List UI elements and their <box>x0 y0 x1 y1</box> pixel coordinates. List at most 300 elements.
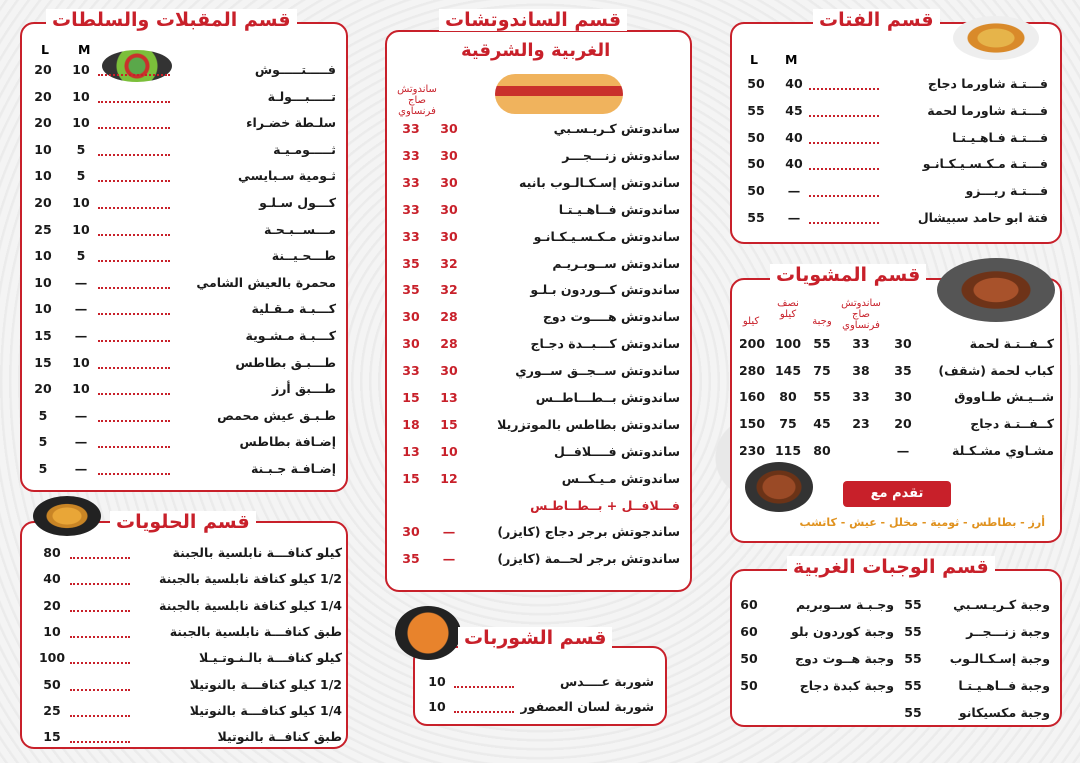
sides-row <box>30 355 336 375</box>
meal-row <box>736 597 894 617</box>
price-half: 75 <box>779 416 797 432</box>
sides-row-name: فـــــتـــــوش <box>254 62 336 77</box>
sides-row <box>30 275 336 295</box>
fatta-row <box>743 103 1048 123</box>
price-sandwich-saj: 38 <box>852 362 870 378</box>
meals-title: قسم الوجبات الغربية <box>787 556 995 578</box>
price-l: 50 <box>747 183 765 199</box>
meal-row <box>900 705 1050 725</box>
dessert-row <box>36 624 342 644</box>
meal-row <box>900 624 1050 644</box>
dessert-row-name: كيلو كنافـــة بالـنـوتـيـلا <box>198 650 342 666</box>
grill-row-name: كباب لحمة (شقف) <box>938 362 1054 378</box>
meal-row <box>736 624 894 644</box>
price: 10 <box>43 623 61 639</box>
price-l: 50 <box>747 76 765 91</box>
price-m: 10 <box>72 88 90 104</box>
grill-sides-text: أرز - بطاطس - ثومية - مخلل - عيش - كاتشب <box>799 516 1045 529</box>
leader-dots <box>98 340 170 342</box>
fatta-row <box>743 210 1048 230</box>
price-l: 55 <box>747 102 765 118</box>
fatta-row-name: فـــتـة مـكـسـيـكـانـو <box>922 156 1048 172</box>
price-sandwich: 35 <box>894 362 912 378</box>
price-saj: 30 <box>440 201 458 217</box>
desserts-title: قسم الحلويات <box>110 511 256 533</box>
sides-row <box>30 142 336 162</box>
meal-row <box>900 678 1050 698</box>
fatta-row <box>743 156 1048 176</box>
fatta-row-name: فـــتـة شاورما لحمة <box>927 102 1048 118</box>
price-saj: — <box>442 524 456 539</box>
sandwich-row-name: ساندوتش إسـكـالـوب بانيه <box>519 174 680 190</box>
soup-row <box>424 674 654 694</box>
sides-row-name: تـــــبـــولـة <box>267 88 336 104</box>
price: 55 <box>904 651 922 666</box>
sides-row-name: سلـطة خضـراء <box>246 115 336 131</box>
sandwich-row-name: ساندوتش مـيـكــس <box>561 470 680 486</box>
grill-image <box>937 258 1055 322</box>
price: 55 <box>904 597 922 612</box>
dessert-row <box>36 545 342 565</box>
fatta-title: قسم الفتات <box>813 9 940 31</box>
price-l: 20 <box>34 381 52 397</box>
soups-title: قسم الشوربات <box>458 627 612 649</box>
price-l: 10 <box>34 301 52 317</box>
meal-row-name: وجبة كوردون بلو <box>791 624 894 639</box>
leader-dots <box>98 260 170 262</box>
leader-dots <box>98 180 170 182</box>
price-sandwich: 33 <box>402 201 420 217</box>
dessert-row-name: طبق كنافـــة نابلسية بالجبنة <box>169 623 342 639</box>
grill-row <box>736 416 1054 436</box>
fatta-row-name: فـــتـة شاورما دجاج <box>927 76 1048 91</box>
fatta-row-name: فتة ابو حامد سبيشال <box>917 210 1048 225</box>
sides-row-name: إضـافة بطاطس <box>239 434 336 450</box>
leader-dots <box>809 222 879 224</box>
price: 55 <box>904 624 922 639</box>
sandwich-row-name: ساندوتش فــــلافــل <box>553 443 680 459</box>
dessert-row-name: 1/4 كيلو كنافة نابلسية بالجبنة <box>159 597 342 613</box>
grill-row <box>736 363 1054 383</box>
price-saj: 15 <box>440 416 458 432</box>
kunafa-image <box>33 496 101 536</box>
burger-row <box>398 551 680 571</box>
dessert-row-name: كيلو كنافـــة نابلسية بالجبنة <box>172 545 342 560</box>
price-sandwich: 33 <box>402 121 420 136</box>
soup-row <box>424 699 654 719</box>
leader-dots <box>98 127 170 129</box>
price-sandwich-saj: 33 <box>852 389 870 405</box>
price-l: 25 <box>34 221 52 237</box>
meal-row-name: وجبة إسـكـالـوب <box>949 651 1050 666</box>
grill-hdr-meal: وجبة <box>812 316 832 327</box>
price-m: 40 <box>785 76 803 91</box>
price-sandwich: 33 <box>402 174 420 190</box>
price-sandwich-saj: 23 <box>852 416 870 432</box>
sides-row-name: طـبـق عيش محمص <box>217 407 336 423</box>
sides-row <box>30 301 336 321</box>
price: 100 <box>38 650 66 666</box>
leader-dots <box>98 446 170 448</box>
sandwich-row-name: ساندوتش فــاهـيـتـا <box>558 201 680 217</box>
sandwich-row-name: ساندوتش كـــبــدة دجـاج <box>530 336 680 352</box>
price-meal: 75 <box>813 362 831 378</box>
dessert-row-name: 1/2 كيلو كنافة نابلسية بالجبنة <box>159 571 342 587</box>
price-kilo: 200 <box>738 336 766 351</box>
price-meal: 45 <box>813 416 831 432</box>
sandwich-row-name: ساندوتش بــطـــاطــس <box>535 390 680 405</box>
leader-dots <box>70 636 130 638</box>
price-kilo: 160 <box>738 389 766 405</box>
price-half: 115 <box>774 442 802 458</box>
sides-row <box>30 195 336 215</box>
price-l: 10 <box>34 168 52 184</box>
dessert-row-name: 1/2 كيلو كنافـــة بالنوتيلا <box>189 676 342 692</box>
served-with-badge: تقدم مع <box>843 481 951 507</box>
price-l: 5 <box>38 434 48 450</box>
price-sandwich: 35 <box>402 282 420 298</box>
sandwich-row-name: ساندوتش بطاطس بالموتزريلا <box>497 416 680 432</box>
sandwich-row <box>398 256 680 276</box>
mix-note <box>480 498 680 518</box>
price: 50 <box>43 676 61 692</box>
fatta-col-l: L <box>750 52 758 67</box>
leader-dots <box>98 473 170 475</box>
price-kilo: 280 <box>738 362 766 378</box>
grill-row-name: كــفــتـة دجاج <box>970 416 1054 432</box>
price-sandwich: — <box>896 442 910 458</box>
leader-dots <box>98 101 170 103</box>
price: 40 <box>43 571 61 587</box>
sandwich-col-label: ساندوتش صاج فرنساوي <box>397 84 437 117</box>
price-l: 15 <box>34 354 52 370</box>
price-m: — <box>74 301 88 317</box>
price-l: 5 <box>38 407 48 423</box>
price: 60 <box>740 624 758 639</box>
soup-row-name: شوربة عــــدس <box>559 674 654 689</box>
price-saj: 32 <box>440 282 458 298</box>
sides-row <box>30 89 336 109</box>
price: 20 <box>43 597 61 613</box>
sides-row-name: ثـومية سـبايسي <box>238 168 336 184</box>
sandwiches-title: قسم الساندوتشات <box>439 9 627 31</box>
sandwich-row <box>398 417 680 437</box>
price-l: 50 <box>747 129 765 145</box>
sandwich-row <box>398 229 680 249</box>
price-saj: 28 <box>440 309 458 325</box>
meal-row-name: وجبة هــوت دوج <box>795 651 894 666</box>
sides-row <box>30 115 336 135</box>
price-l: 10 <box>34 141 52 157</box>
leader-dots <box>70 610 130 612</box>
dessert-row <box>36 571 342 591</box>
leader-dots <box>98 367 170 369</box>
price-l: 5 <box>38 461 48 476</box>
sandwich-row <box>398 121 680 141</box>
price-m: 5 <box>76 141 86 157</box>
price: 55 <box>904 705 922 720</box>
meal-row <box>900 597 1050 617</box>
price-saj: 10 <box>440 443 458 459</box>
mix-note-text: فـــلافــل + بــطــاطـس <box>530 498 680 513</box>
price-kilo: 230 <box>738 442 766 458</box>
meal-row <box>736 651 894 671</box>
leader-dots <box>809 88 879 90</box>
price-m: 10 <box>72 221 90 237</box>
price-saj: 30 <box>440 174 458 190</box>
price: 50 <box>740 651 758 666</box>
price-saj: 13 <box>440 390 458 405</box>
soup-row-name: شوربة لسان العصفور <box>520 699 654 714</box>
price-saj: 28 <box>440 336 458 352</box>
grills-title: قسم المشويات <box>770 264 926 286</box>
fatta-row-name: فـــتـة فـاهـيـتـا <box>952 129 1048 145</box>
price-sandwich: 30 <box>894 336 912 351</box>
sides-row <box>30 248 336 268</box>
sides-row <box>30 381 336 401</box>
price-half: 80 <box>779 389 797 405</box>
sides-row-name: كـــبـة مـشـوية <box>245 328 336 343</box>
price-m: — <box>74 274 88 290</box>
sides-col-l: L <box>41 42 49 57</box>
leader-dots <box>98 287 170 289</box>
price-m: 5 <box>76 168 86 184</box>
price-saj: 12 <box>440 470 458 486</box>
sides-row <box>30 408 336 428</box>
price-m: 40 <box>785 129 803 145</box>
price-l: 50 <box>747 156 765 172</box>
leader-dots <box>70 715 130 717</box>
leader-dots <box>809 195 879 197</box>
sandwich-row-name: ساندوتش كـريـسـبي <box>553 121 680 136</box>
leader-dots <box>98 420 170 422</box>
price: 80 <box>43 545 61 560</box>
leader-dots <box>809 168 879 170</box>
meal-row-name: وجبة فــاهـيـتـا <box>958 678 1050 693</box>
grill-row-name: شــيـش طـاووق <box>954 389 1054 405</box>
price-m: — <box>787 210 801 225</box>
meal-row-name: وجبة زنـــجــر <box>966 624 1050 639</box>
sandwich-row <box>398 363 680 383</box>
price-m: 10 <box>72 195 90 210</box>
sandwich-row <box>398 336 680 356</box>
sides-title: قسم المقبلات والسلطات <box>46 9 297 31</box>
price-half: 145 <box>774 362 802 378</box>
fatta-row-name: فـــتـة ريـــزو <box>965 183 1048 199</box>
leader-dots <box>809 115 879 117</box>
leader-dots <box>98 393 170 395</box>
price-m: 5 <box>76 248 86 264</box>
leader-dots <box>70 583 130 585</box>
price-m: 45 <box>785 102 803 118</box>
sides-row-name: كـــبـة مـقـلية <box>251 301 336 317</box>
price-l: 10 <box>34 274 52 290</box>
price: 50 <box>740 678 758 693</box>
burger-row <box>398 524 680 544</box>
grill-hdr-kilo: كيلو <box>742 316 760 327</box>
sides-row <box>30 461 336 481</box>
price-sandwich: 35 <box>402 551 420 566</box>
meals-panel <box>730 569 1062 727</box>
sides-row <box>30 328 336 348</box>
mixed-grill-image <box>745 462 813 512</box>
fatta-row <box>743 76 1048 96</box>
price-sandwich: 30 <box>402 336 420 352</box>
leader-dots <box>454 686 514 688</box>
leader-dots <box>454 711 514 713</box>
price-sandwich: 33 <box>402 228 420 244</box>
soup-image <box>395 606 461 660</box>
price-m: — <box>74 461 88 476</box>
sides-row-name: إضـافـة جـبـنة <box>250 461 336 476</box>
grill-row <box>736 389 1054 409</box>
sandwich-row <box>398 282 680 302</box>
sandwich-row-name: ساندوتش مـكـسـيـكـانـو <box>533 228 680 244</box>
price-saj: 32 <box>440 255 458 271</box>
leader-dots <box>98 207 170 209</box>
leader-dots <box>98 154 170 156</box>
sides-row-name: طـــبق أرز <box>272 381 336 397</box>
sandwiches-subtitle: الغربية والشرقية <box>461 40 611 61</box>
leader-dots <box>70 689 130 691</box>
sides-row <box>30 62 336 82</box>
meal-row <box>900 651 1050 671</box>
price-l: 10 <box>34 248 52 264</box>
grill-row <box>736 336 1054 356</box>
price-sandwich: 20 <box>894 416 912 432</box>
dessert-row <box>36 703 342 723</box>
price-sandwich: 33 <box>402 147 420 163</box>
price-meal: 55 <box>813 389 831 405</box>
dessert-row-name: 1/4 كيلو كنافـــة بالنوتيلا <box>189 702 342 718</box>
leader-dots <box>809 142 879 144</box>
dessert-row-name: طبق كنافــة بالنوتيلا <box>217 729 342 745</box>
sides-row <box>30 168 336 188</box>
grill-row <box>736 443 1054 463</box>
leader-dots <box>70 557 130 559</box>
dessert-row <box>36 650 342 670</box>
sandwich-row <box>398 148 680 168</box>
grill-hdr-sandwich: ساندوتش صاج فرنساوي <box>841 298 881 331</box>
price-l: 20 <box>34 88 52 104</box>
sandwich-row <box>398 175 680 195</box>
meal-row-name: وجبة كـريـسـبي <box>953 597 1050 612</box>
price-saj: 30 <box>440 147 458 163</box>
price-saj: 30 <box>440 121 458 136</box>
price: 60 <box>740 597 758 612</box>
price-l: 20 <box>34 115 52 131</box>
price-half: 100 <box>774 336 802 351</box>
leader-dots <box>98 234 170 236</box>
price-m: 10 <box>72 354 90 370</box>
price-l: 55 <box>747 210 765 225</box>
sandwich-row-name: ساندوتش كــوردون بـلـو <box>530 282 680 298</box>
grill-row-name: مشـاوي مشـكـلة <box>952 442 1054 458</box>
price-sandwich-saj: 33 <box>852 336 870 351</box>
price: 55 <box>904 678 922 693</box>
fatta-row <box>743 130 1048 150</box>
burger-row-name: ساندجوتش برجر دجاج (كايزر) <box>497 524 680 539</box>
leader-dots <box>98 313 170 315</box>
price-meal: 80 <box>813 442 831 458</box>
meal-row-name: وجـبـة ســوبريم <box>796 597 894 612</box>
sandwich-row-name: ساندوتش هــــوت دوج <box>542 309 680 325</box>
sides-row-name: كـــول سـلـو <box>259 195 336 210</box>
price-sandwich: 30 <box>402 309 420 325</box>
price-saj: — <box>442 551 456 566</box>
burger-row-name: ساندوتش برجر لحــمة (كايزر) <box>497 551 680 566</box>
sandwich-row-name: ساندوتش ســوبـريـم <box>552 255 680 271</box>
meal-row-name: وجبة كبدة دجاج <box>799 678 894 693</box>
price-sandwich: 13 <box>402 443 420 459</box>
sandwich-row-name: ساندوتش ســجــق ســوري <box>515 363 680 379</box>
price: 10 <box>428 699 446 714</box>
price-sandwich: 30 <box>402 524 420 539</box>
price-sandwich: 30 <box>894 389 912 405</box>
price-saj: 30 <box>440 228 458 244</box>
price-sandwich: 15 <box>402 390 420 405</box>
dessert-row <box>36 729 342 749</box>
grill-row-name: كــفــتـة لحمة <box>969 336 1054 351</box>
price-m: 10 <box>72 62 90 77</box>
price-saj: 30 <box>440 363 458 379</box>
price-sandwich: 18 <box>402 416 420 432</box>
sandwich-row <box>398 390 680 410</box>
sides-row <box>30 222 336 242</box>
fatta-row <box>743 183 1048 203</box>
meal-row <box>736 678 894 698</box>
fatta-col-m: M <box>785 52 798 67</box>
sides-row-name: مـــســبـحـة <box>263 221 336 237</box>
price-sandwich: 35 <box>402 255 420 271</box>
price-meal: 55 <box>813 336 831 351</box>
price-m: — <box>787 183 801 199</box>
price-m: 10 <box>72 115 90 131</box>
sandwich-row-name: ساندوتش زنـــجـــر <box>562 147 680 163</box>
hotdog-image <box>495 74 623 114</box>
meal-row-name: وجبة مكسيكانو <box>958 705 1050 720</box>
price-sandwich: 33 <box>402 363 420 379</box>
price-l: 15 <box>34 328 52 343</box>
leader-dots <box>70 741 130 743</box>
price-l: 20 <box>34 195 52 210</box>
price-l: 20 <box>34 62 52 77</box>
sides-col-m: M <box>78 42 91 57</box>
dessert-row <box>36 677 342 697</box>
price-m: 10 <box>72 381 90 397</box>
leader-dots <box>70 662 130 664</box>
sides-row-name: طـــحـيــنة <box>271 248 336 264</box>
price-kilo: 150 <box>738 416 766 432</box>
price: 10 <box>428 674 446 689</box>
price-m: — <box>74 434 88 450</box>
sandwich-row <box>398 444 680 464</box>
price-m: — <box>74 407 88 423</box>
price: 15 <box>43 729 61 745</box>
sandwich-row <box>398 202 680 222</box>
sides-row <box>30 434 336 454</box>
sandwich-row <box>398 471 680 491</box>
price-m: — <box>74 328 88 343</box>
sides-row-name: طـــبـق بطاطس <box>235 354 336 370</box>
sandwich-row <box>398 309 680 329</box>
dessert-row <box>36 598 342 618</box>
sides-row-name: ثـــــومـيـة <box>273 141 336 157</box>
sides-row-name: محمرة بالعيش الشامي <box>196 274 336 290</box>
fatta-image <box>953 16 1039 60</box>
leader-dots <box>98 74 170 76</box>
price-m: 40 <box>785 156 803 172</box>
